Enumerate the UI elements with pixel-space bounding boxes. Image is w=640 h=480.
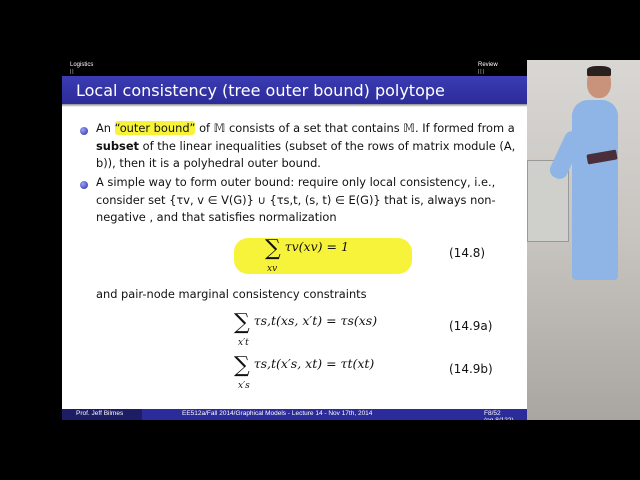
bullet-1-rest2: of the linear inequalities (subset of the rows of matrix module (A, b)), then it is a polyhedral outer bound. xyxy=(96,138,516,171)
bullet-2-text: A simple way to form outer bound: require only local consistency, i.e., consider set {τv, v ∈ V(G)} ∪ {τs,t, (s, t) ∈ E(G)} that is, always non-negative , and that satisfies normalization xyxy=(96,175,496,225)
title-shadow xyxy=(62,104,527,107)
speaker-body xyxy=(572,100,618,280)
bullet-icon xyxy=(80,181,88,189)
speaker-hair xyxy=(587,66,611,76)
equation-14-8-body: τv(xv) = 1 xyxy=(284,239,349,254)
nav-dots-left: || xyxy=(70,69,75,75)
equation-14-8-subscript: xv xyxy=(267,264,278,274)
nav-section-logistics[interactable]: Logistics xyxy=(70,62,94,68)
equation-14-9a-body: τs,t(xs, x′t) = τs(xs) xyxy=(253,313,378,328)
nav-section-review[interactable]: Review xyxy=(478,62,498,68)
equation-14-9b-body: τs,t(x′s, xt) = τt(xt) xyxy=(253,356,375,371)
footer-page-number: F8/52 xyxy=(484,410,501,417)
bullet-1-rest1: of 𝕄 consists of a set that contains 𝕄. If formed from a xyxy=(195,121,515,135)
footer-author: Prof. Jeff Bilmes xyxy=(76,410,124,417)
equation-14-9b-subscript: x′s xyxy=(238,381,250,391)
video-bottom-bar xyxy=(0,420,640,480)
footer-course: EE512a/Fall 2014/Graphical Models - Lecture 14 - Nov 17th, 2014 xyxy=(182,410,373,417)
equation-number-14-9b: (14.9b) xyxy=(449,362,493,376)
footer-author-box xyxy=(62,409,142,420)
equation-14-9a-subscript: x′t xyxy=(238,338,249,348)
sum-symbol: ∑ xyxy=(234,310,250,335)
nav-bar xyxy=(62,60,527,76)
slide xyxy=(62,60,527,420)
outer-bound-highlight: “outer bound” xyxy=(114,121,196,135)
slide-footer xyxy=(62,409,527,420)
bullet-1-bold: subset xyxy=(96,138,139,153)
nav-dots-right: ||| xyxy=(478,69,485,75)
title-bar xyxy=(62,76,527,104)
sum-symbol: ∑ xyxy=(234,353,250,378)
slide-title: Local consistency (tree outer bound) polytope xyxy=(76,81,445,100)
sum-symbol: ∑ xyxy=(265,236,281,261)
equation-number-14-8: (14.8) xyxy=(449,246,486,260)
pair-node-text: and pair-node marginal consistency constraints xyxy=(96,287,367,301)
bullet-1-pre: An xyxy=(96,121,115,135)
bullet-1-text xyxy=(96,120,521,173)
speaker-video xyxy=(527,60,640,420)
bullet-icon xyxy=(80,127,88,135)
equation-number-14-9a: (14.9a) xyxy=(449,319,493,333)
equation-14-9b xyxy=(234,353,374,378)
equation-14-8 xyxy=(265,236,349,261)
equation-14-9a xyxy=(234,310,377,335)
